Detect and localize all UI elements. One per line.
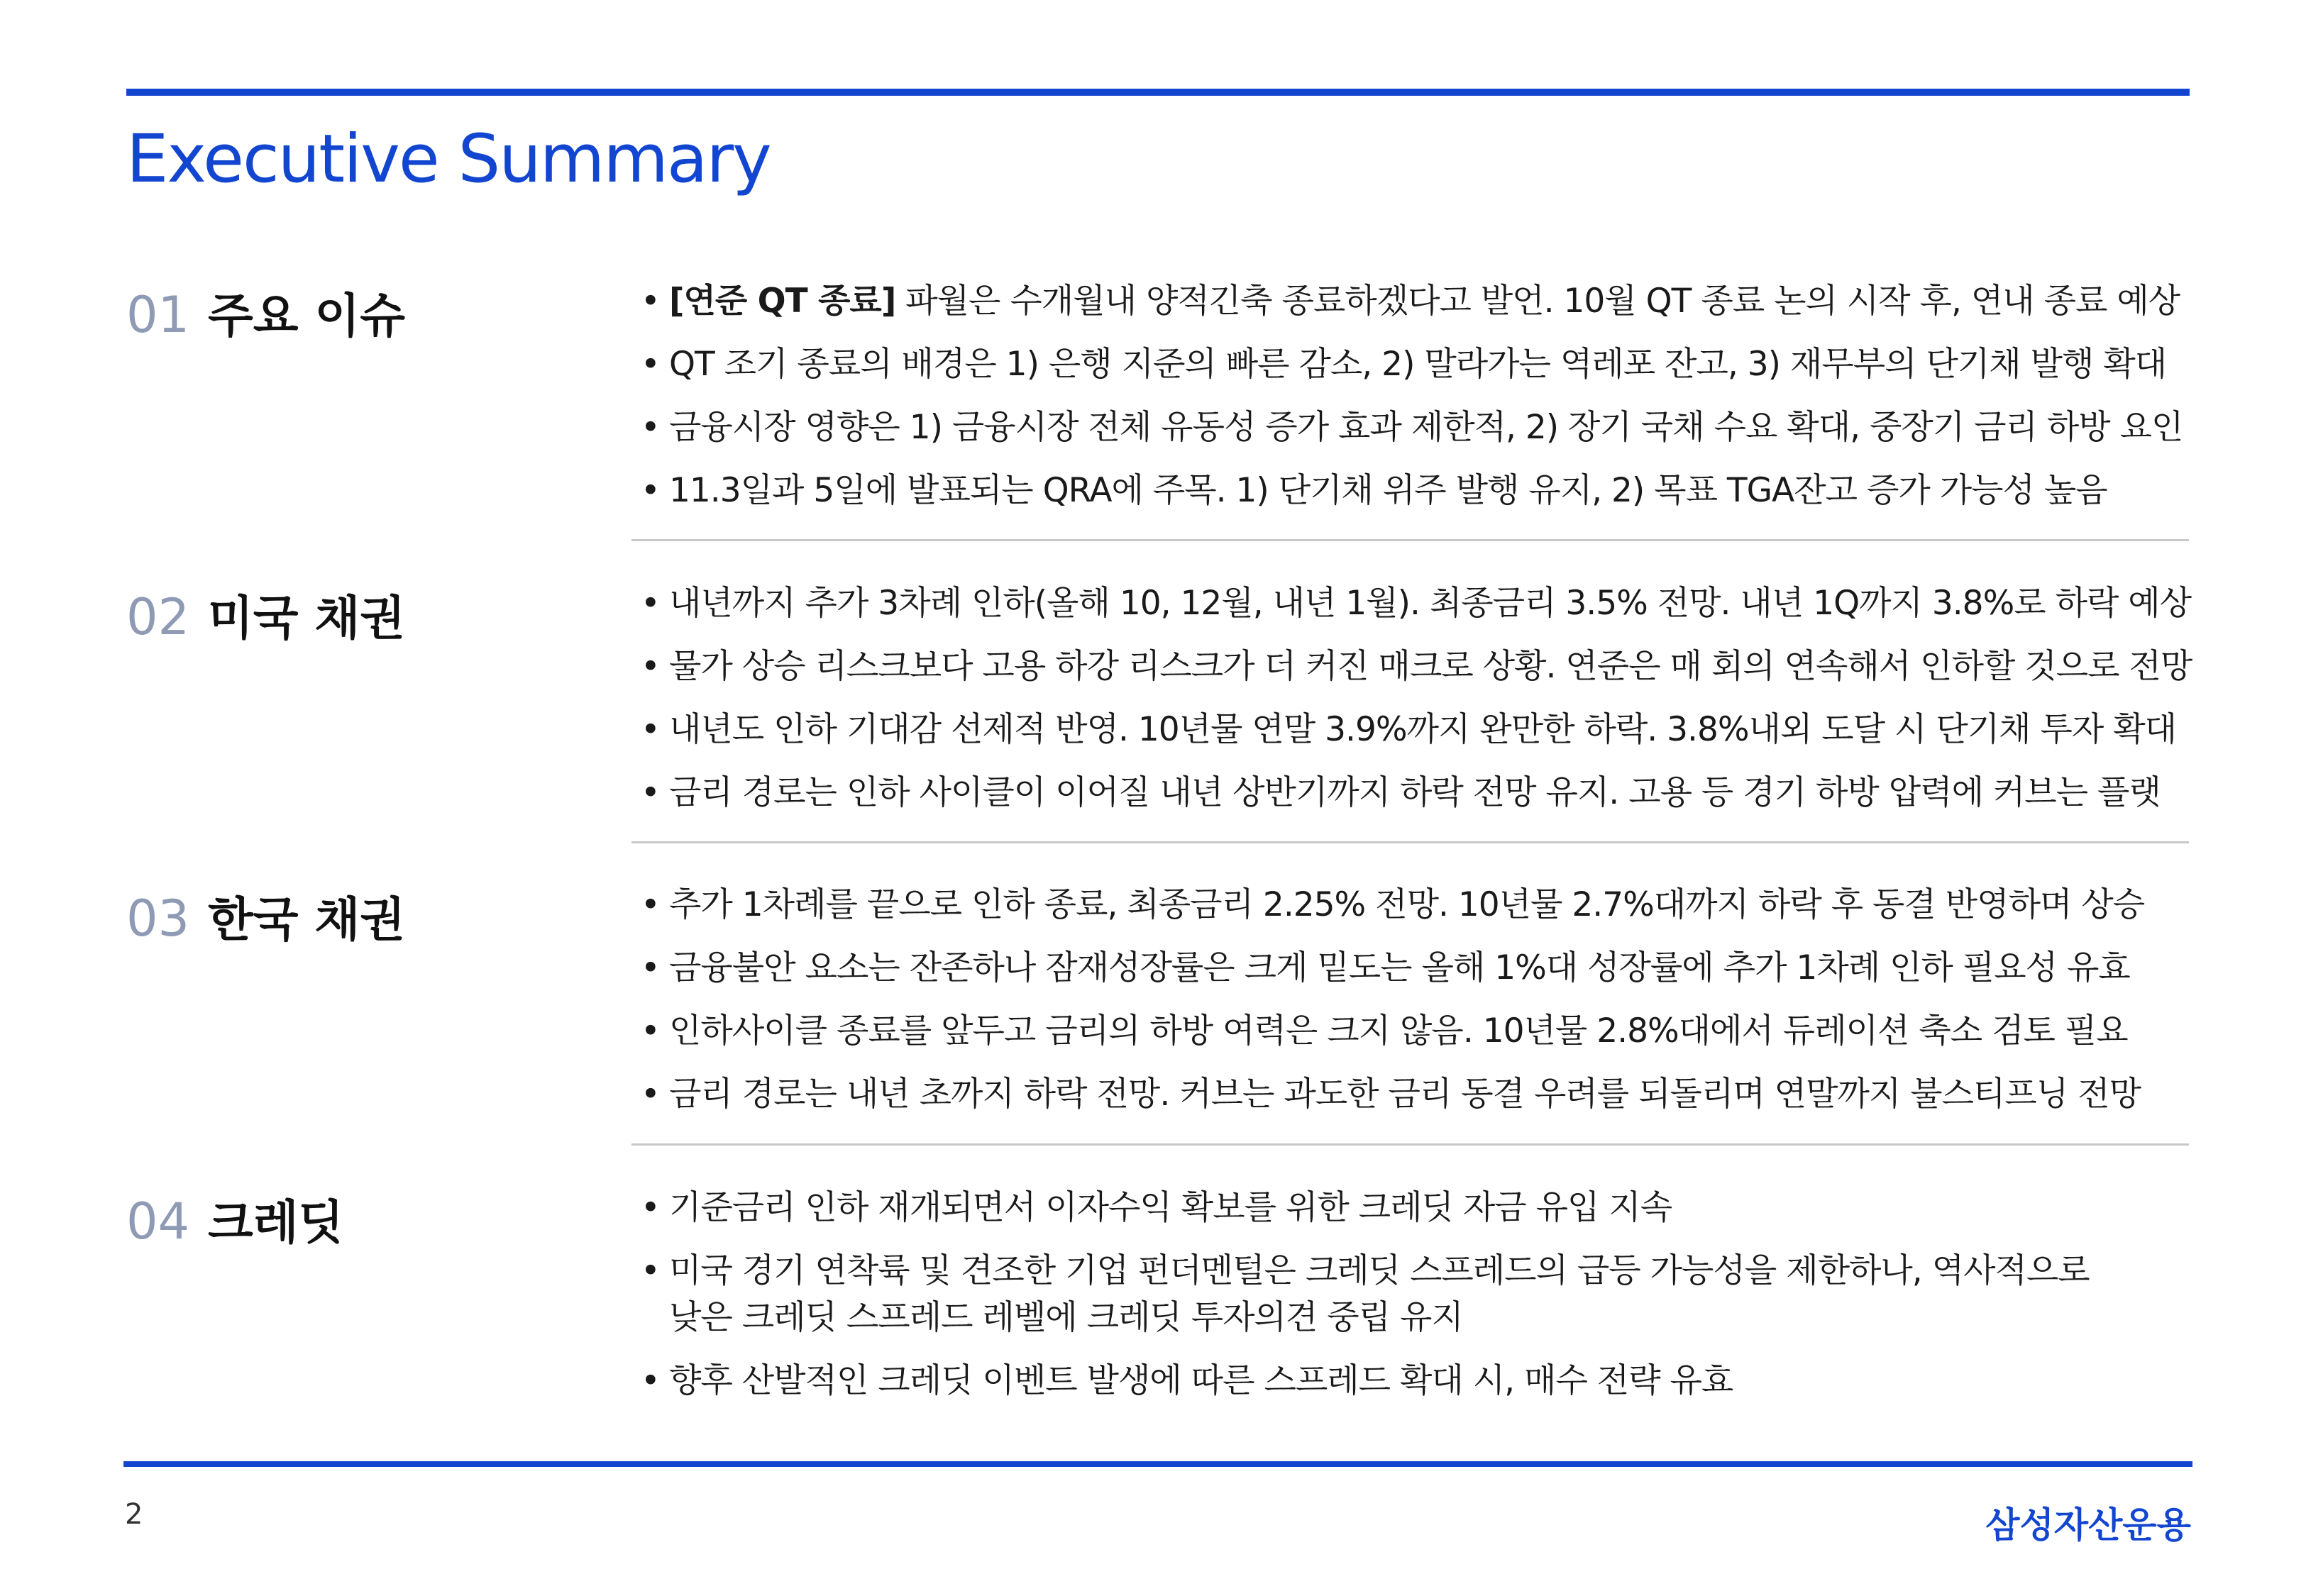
list-item: • 기준금리 인하 재개되면서 이자수익 확보를 위한 크레딧 자금 유입 지속: [641, 1185, 2188, 1231]
list-item: • 금리 경로는 내년 초까지 하락 전망. 커브는 과도한 금리 동결 우려를 되돌리며 연말까지 불스티프닝 전망: [641, 1071, 2188, 1118]
bullet-list: [641, 882, 2188, 1134]
section-number: 03: [126, 890, 190, 948]
list-item: • 추가 1차례를 끝으로 인하 종료, 최종금리 2.25% 전망. 10년물 2.7%대까지 하락 후 동결 반영하며 상승: [641, 882, 2188, 929]
section-number: 04: [126, 1192, 190, 1251]
bullet-list: [641, 580, 2192, 833]
section-title: 한국 채권: [208, 892, 406, 947]
section-title: 미국 채권: [208, 591, 406, 645]
section-header: [126, 1185, 343, 1252]
list-item: • 미국 경기 연착륙 및 견조한 기업 펀더멘털은 크레딧 스프레드의 급등 가능성을 제한하나, 역사적으로 낮은 크레딧 스프레드 레벨에 크레딧 투자의견 중립 유지: [641, 1248, 2117, 1341]
section-number: 02: [126, 588, 190, 646]
highlight-label: [연준 QT 종료]: [669, 282, 896, 321]
list-item: • 11.3일과 5일에 발표되는 QRA에 주목. 1) 단기채 위주 발행 유지, 2) 목표 TGA잔고 증가 가능성 높음: [641, 467, 2188, 514]
bullet-list: [641, 278, 2188, 531]
list-item: • 금리 경로는 인하 사이클이 이어질 내년 상반기까지 하락 전망 유지. 고용 등 경기 하방 압력에 커브는 플랫: [641, 770, 2188, 816]
section-header: [126, 580, 405, 648]
list-item: • 인하사이클 종료를 앞두고 금리의 하방 여력은 크지 않음. 10년물 2.8%대에서 듀레이션 축소 검토 필요: [641, 1008, 2188, 1055]
list-item: • QT 조기 종료의 배경은 1) 은행 지준의 빠른 감소, 2) 말라가는 역레포 잔고, 3) 재무부의 단기채 발행 확대: [641, 341, 2188, 388]
section-number: 01: [126, 286, 190, 344]
section-divider: [631, 539, 2189, 541]
list-item: • 내년까지 추가 3차례 인하(올해 10, 12월, 내년 1월). 최종금리 3.5% 전망. 내년 1Q까지 3.8%로 하락 예상: [641, 580, 2188, 627]
section-header: [126, 882, 405, 949]
page-number: 2: [125, 1498, 143, 1531]
list-item: • 내년도 인하 기대감 선제적 반영. 10년물 연말 3.9%까지 완만한 하락. 3.8%내외 도달 시 단기채 투자 확대: [641, 706, 2188, 753]
list-item: • 금융시장 영향은 1) 금융시장 전체 유동성 증가 효과 제한적, 2) 장기 국채 수요 확대, 중장기 금리 하방 요인: [641, 404, 2188, 451]
section-divider: [631, 841, 2189, 843]
page-title: Executive Summary: [126, 121, 771, 198]
top-rule: [126, 89, 2190, 96]
section-title: 크레딧: [208, 1195, 344, 1250]
list-item: • 향후 산발적인 크레딧 이벤트 발생에 따른 스프레드 확대 시, 매수 전략 유효: [641, 1358, 2188, 1404]
section-title: 주요 이슈: [208, 289, 406, 343]
section-divider: [631, 1143, 2189, 1146]
brand-logo: 삼성자산운용: [1985, 1504, 2191, 1546]
list-item: [641, 278, 2188, 325]
bottom-rule: [123, 1461, 2192, 1467]
section-header: [126, 278, 405, 345]
list-item: • 금융불안 요소는 잔존하나 잠재성장률은 크게 밑도는 올해 1%대 성장률에 추가 1차례 인하 필요성 유효: [641, 945, 2188, 992]
bullet-list: [641, 1185, 2188, 1421]
list-item-text: 파월은 수개월내 양적긴축 종료하겠다고 발언. 10월 QT 종료 논의 시작 후, 연내 종료 예상: [895, 282, 2180, 321]
list-item: • 물가 상승 리스크보다 고용 하강 리스크가 더 커진 매크로 상황. 연준은 매 회의 연속해서 인하할 것으로 전망: [641, 643, 2188, 690]
